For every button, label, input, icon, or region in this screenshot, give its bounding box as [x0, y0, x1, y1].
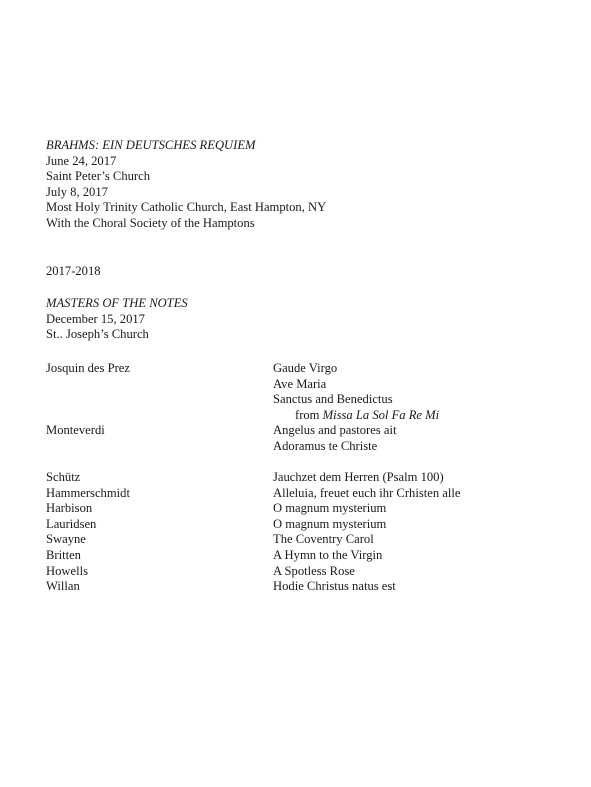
composer-name: Monteverdi	[46, 423, 105, 438]
concert-date: July 8, 2017	[46, 184, 108, 199]
work-list	[273, 517, 386, 533]
concert-venue: St.. Joseph’s Church	[46, 327, 149, 342]
work-title: Alleluia, freuet euch ihr Crhisten alle	[273, 485, 461, 500]
program-row	[46, 532, 566, 548]
composer-name: Harbison	[46, 501, 93, 516]
work-title: O magnum mysterium	[273, 516, 387, 531]
program-row	[46, 564, 566, 580]
work-list	[273, 579, 396, 595]
concert-masters-block	[46, 296, 188, 343]
work-title: Hodie Christus natus est	[273, 579, 396, 594]
concert-title: BRAHMS: EIN DEUTSCHES REQUIEM	[46, 138, 256, 152]
composer-name: Britten	[46, 548, 81, 563]
work-list	[273, 532, 374, 548]
work-title: The Coventry Carol	[273, 532, 374, 547]
work-source-prefix: from	[295, 407, 323, 422]
composer-name: Swayne	[46, 532, 86, 547]
program-row	[46, 423, 566, 454]
work-source-title: Missa La Sol Fa Re Mi	[322, 407, 440, 422]
work-list	[273, 564, 355, 580]
work-list	[273, 548, 382, 564]
work-title: Angelus and pastores ait	[273, 423, 397, 438]
work-list	[273, 470, 444, 486]
work-list	[273, 501, 386, 517]
program-row	[46, 579, 566, 595]
program-list	[46, 361, 566, 595]
work-list	[273, 423, 396, 454]
work-title: Jauchzet dem Herren (Psalm 100)	[273, 470, 444, 485]
concert-collaborator: With the Choral Society of the Hamptons	[46, 215, 255, 230]
work-title: Adoramus te Christe	[273, 438, 378, 453]
program-row	[46, 361, 566, 423]
work-title: A Spotless Rose	[273, 563, 355, 578]
work-title: A Hymn to the Virgin	[273, 548, 383, 563]
program-row	[46, 517, 566, 533]
composer-name: Josquin des Prez	[46, 361, 130, 375]
concert-venue: Most Holy Trinity Catholic Church, East Hampton, NY	[46, 200, 327, 215]
composer-name: Lauridsen	[46, 516, 97, 531]
work-title: Gaude Virgo	[273, 361, 338, 375]
work-list	[273, 361, 439, 423]
composer-name: Willan	[46, 579, 80, 594]
concert-title: MASTERS OF THE NOTES	[46, 296, 188, 310]
program-row	[46, 548, 566, 564]
composer-name: Howells	[46, 563, 88, 578]
work-title: O magnum mysterium	[273, 501, 387, 516]
concert-date: June 24, 2017	[46, 153, 117, 168]
concert-venue: Saint Peter’s Church	[46, 169, 151, 184]
work-title: Ave Maria	[273, 376, 327, 391]
concert-date: December 15, 2017	[46, 311, 145, 326]
composer-name: Hammerschmidt	[46, 485, 130, 500]
work-list	[273, 486, 460, 502]
composer-name: Schütz	[46, 470, 81, 485]
program-row	[46, 470, 566, 486]
work-title: Sanctus and Benedictus	[273, 392, 393, 407]
program-row	[46, 486, 566, 502]
season-heading: 2017-2018	[46, 264, 101, 278]
work-source-line	[273, 408, 439, 424]
program-row	[46, 501, 566, 517]
concert-brahms-block	[46, 138, 326, 232]
